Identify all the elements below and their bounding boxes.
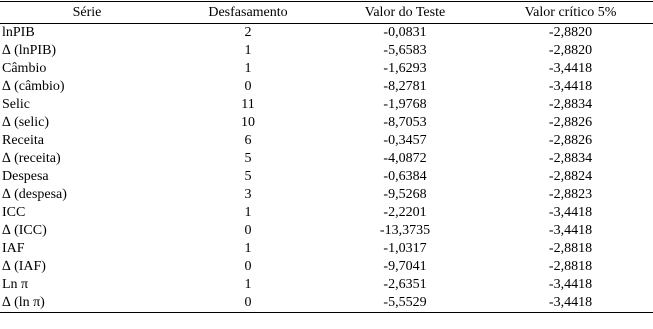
- critical-value-cell: -2,8824: [548, 169, 593, 184]
- critical-value-cell: -2,8834: [548, 151, 593, 166]
- critical-value-cell: -2,8820: [548, 43, 593, 58]
- column-header-valor-critico: Valor crítico 5%: [524, 5, 617, 20]
- test-value-cell: -1,0317: [383, 241, 427, 256]
- lag-cell: 3: [244, 187, 252, 202]
- lag-cell: 1: [244, 241, 252, 256]
- table-row: [0, 240, 653, 258]
- lag-cell: 1: [244, 205, 252, 220]
- test-value-cell: -1,9768: [383, 97, 427, 112]
- lag-cell: 5: [244, 151, 252, 166]
- test-value-cell: -1,6293: [383, 61, 427, 76]
- test-value-cell: -13,3735: [379, 223, 431, 238]
- table-row: [0, 276, 653, 294]
- critical-value-cell: -2,8834: [548, 97, 593, 112]
- unit-root-test-table-container: [0, 1, 653, 313]
- column-header-serie: Série: [72, 5, 102, 20]
- test-value-cell: -5,6583: [383, 43, 427, 58]
- lag-cell: 2: [244, 25, 252, 40]
- series-cell: Despesa: [2, 169, 49, 184]
- table-row: [0, 78, 653, 96]
- table-row: [0, 258, 653, 276]
- lag-cell: 0: [244, 259, 252, 274]
- test-value-cell: -9,7041: [383, 259, 427, 274]
- series-cell: ∆ (despesa): [2, 187, 67, 202]
- lag-cell: 5: [244, 169, 252, 184]
- critical-value-cell: -3,4418: [548, 223, 593, 238]
- table-header: [0, 2, 653, 24]
- lag-cell: 10: [241, 115, 255, 130]
- test-value-cell: -5,5529: [383, 295, 427, 310]
- critical-value-cell: -2,8818: [548, 259, 593, 274]
- table-row: [0, 204, 653, 222]
- critical-value-cell: -3,4418: [548, 295, 593, 310]
- table-body: [0, 24, 653, 313]
- lag-cell: 0: [244, 79, 252, 94]
- series-cell: lnPIB: [2, 25, 35, 40]
- test-value-cell: -0,6384: [383, 169, 427, 184]
- series-cell: ∆ (ln π): [2, 295, 45, 310]
- critical-value-cell: -3,4418: [548, 277, 593, 292]
- lag-cell: 0: [244, 295, 252, 310]
- column-header-valor-do-teste: Valor do Teste: [364, 5, 446, 20]
- critical-value-cell: -3,4418: [548, 61, 593, 76]
- table-row: [0, 96, 653, 114]
- test-value-cell: -2,6351: [383, 277, 427, 292]
- column-header-desfasamento: Desfasamento: [208, 5, 288, 20]
- series-cell: ∆ (IAF): [2, 259, 46, 274]
- header-row: [0, 2, 653, 24]
- table-row: [0, 24, 653, 43]
- table-row: [0, 168, 653, 186]
- series-cell: ICC: [2, 205, 26, 220]
- test-value-cell: -0,0831: [383, 25, 427, 40]
- critical-value-cell: -3,4418: [548, 205, 593, 220]
- series-cell: ∆ (selic): [2, 115, 50, 130]
- critical-value-cell: -2,8823: [548, 187, 593, 202]
- lag-cell: 6: [244, 133, 252, 148]
- table-row: [0, 150, 653, 168]
- table-row: [0, 294, 653, 313]
- series-cell: ∆ (ICC): [2, 223, 47, 238]
- critical-value-cell: -2,8826: [548, 133, 593, 148]
- test-value-cell: -8,2781: [383, 79, 427, 94]
- lag-cell: 1: [244, 61, 252, 76]
- test-value-cell: -0,3457: [383, 133, 427, 148]
- series-cell: ∆ (lnPIB): [2, 43, 57, 58]
- series-cell: Receita: [2, 133, 44, 148]
- critical-value-cell: -3,4418: [548, 79, 593, 94]
- table-row: [0, 114, 653, 132]
- critical-value-cell: -2,8818: [548, 241, 593, 256]
- critical-value-cell: -2,8826: [548, 115, 593, 130]
- lag-cell: 1: [244, 277, 252, 292]
- critical-value-cell: -2,8820: [548, 25, 593, 40]
- unit-root-test-table: [0, 1, 653, 313]
- table-row: [0, 60, 653, 78]
- test-value-cell: -9,5268: [383, 187, 427, 202]
- series-cell: Selic: [2, 97, 30, 112]
- test-value-cell: -8,7053: [383, 115, 427, 130]
- table-row: [0, 222, 653, 240]
- series-cell: ∆ (câmbio): [2, 79, 65, 94]
- table-row: [0, 42, 653, 60]
- lag-cell: 1: [244, 43, 252, 58]
- series-cell: ∆ (receita): [2, 151, 61, 166]
- lag-cell: 11: [241, 97, 255, 112]
- series-cell: IAF: [2, 241, 25, 256]
- table-row: [0, 132, 653, 150]
- series-cell: Câmbio: [2, 61, 47, 76]
- series-cell: Ln π: [2, 277, 29, 292]
- lag-cell: 0: [244, 223, 252, 238]
- test-value-cell: -4,0872: [383, 151, 427, 166]
- table-row: [0, 186, 653, 204]
- test-value-cell: -2,2201: [383, 205, 427, 220]
